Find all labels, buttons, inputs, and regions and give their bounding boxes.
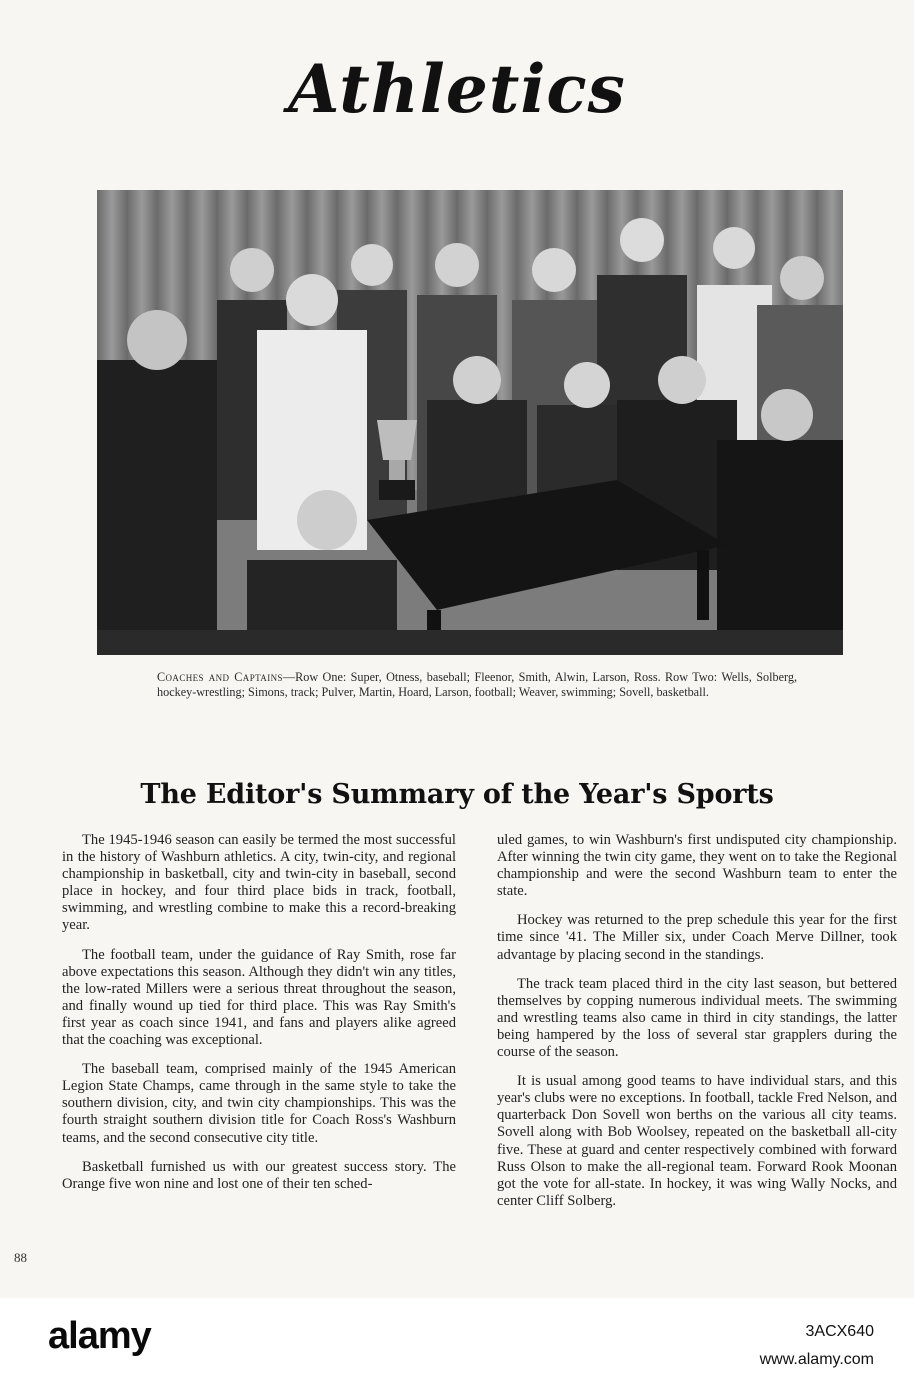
team-photo-illustration <box>97 190 843 655</box>
caption-lead: Coaches and Captains <box>157 670 283 684</box>
watermark-image-code: 3ACX640 <box>805 1323 874 1340</box>
trophy <box>377 420 417 500</box>
paragraph: Hockey was returned to the prep schedule this year for the first time since '41. The Miller six, under Coach Merve Dillner, took advantage by placing second in the standings. <box>497 912 897 963</box>
page-number: 88 <box>14 1250 27 1265</box>
page-title: Athletics <box>288 50 626 128</box>
paragraph: Basketball furnished us with our greatest success story. The Orange five won nine and lost one of their ten sched- <box>62 1158 456 1192</box>
team-photo <box>97 190 843 655</box>
left-column <box>62 832 456 1205</box>
section-heading: The Editor's Summary of the Year's Sports <box>140 779 774 810</box>
paragraph: It is usual among good teams to have individual stars, and this year's clubs were no exceptions. In football, tackle Fred Nelson, and quarterback Don Sovell won berths on the various all city teams. Sovell along with Bob Woolsey, repeated on the basketball all-city five. These at guard and center respectively combined with forward Russ Olson to make the all-regional team. Forward Rook Moonan got the vote for all-state. In hockey, it was wing Wally Nocks, and center Cliff Solberg. <box>497 1073 897 1209</box>
watermark-logo: alamy <box>48 1315 151 1357</box>
right-column <box>497 832 897 1222</box>
watermark-site: www.alamy.com <box>759 1351 874 1368</box>
photo-caption <box>157 670 797 699</box>
caption-text: —Row One: Super, Otness, baseball; Fleenor, Smith, Alwin, Larson, Ross. Row Two: Wells, Solberg, hockey-wrestling; Simons, track; Pulver, Martin, Hoard, Larson, football; Weaver, swimming; Sovell, basketball. <box>157 670 798 699</box>
paragraph: The 1945-1946 season can easily be termed the most successful in the history of Washburn athletics. A city, twin-city, and regional championship in basketball, city and twin-city in baseball, second place in hockey, and four third place bids in track, football, swimming, and wrestling combine to make this a record-breaking year. <box>62 832 456 934</box>
paragraph: The baseball team, comprised mainly of the 1945 American Legion State Champs, came through in the same style to take the southern division, city, and twin city championships. This was the fourth straight southern division title for Coach Ross's Washburn teams, and the second consecutive city title. <box>62 1061 456 1146</box>
paragraph-continuation: uled games, to win Washburn's first undisputed city championship. After winning the twin city game, they went on to take the Regional championship and were the second Washburn team to enter the state. <box>497 832 897 900</box>
paragraph: The track team placed third in the city last season, but bettered themselves by copping numerous individual meets. The swimming and wrestling teams also came in third in city standings, the latter being hampered by the loss of several star grapplers during the course of the season. <box>497 975 897 1061</box>
paragraph: The football team, under the guidance of Ray Smith, rose far above expectations this season. Although they didn't win any titles, the low-rated Millers were a serious threat throughout the season, and finally wound up tied for third place. This was Ray Smith's first year as coach since 1941, and fans and players alike agreed that the coaching was exceptional. <box>62 946 456 1049</box>
